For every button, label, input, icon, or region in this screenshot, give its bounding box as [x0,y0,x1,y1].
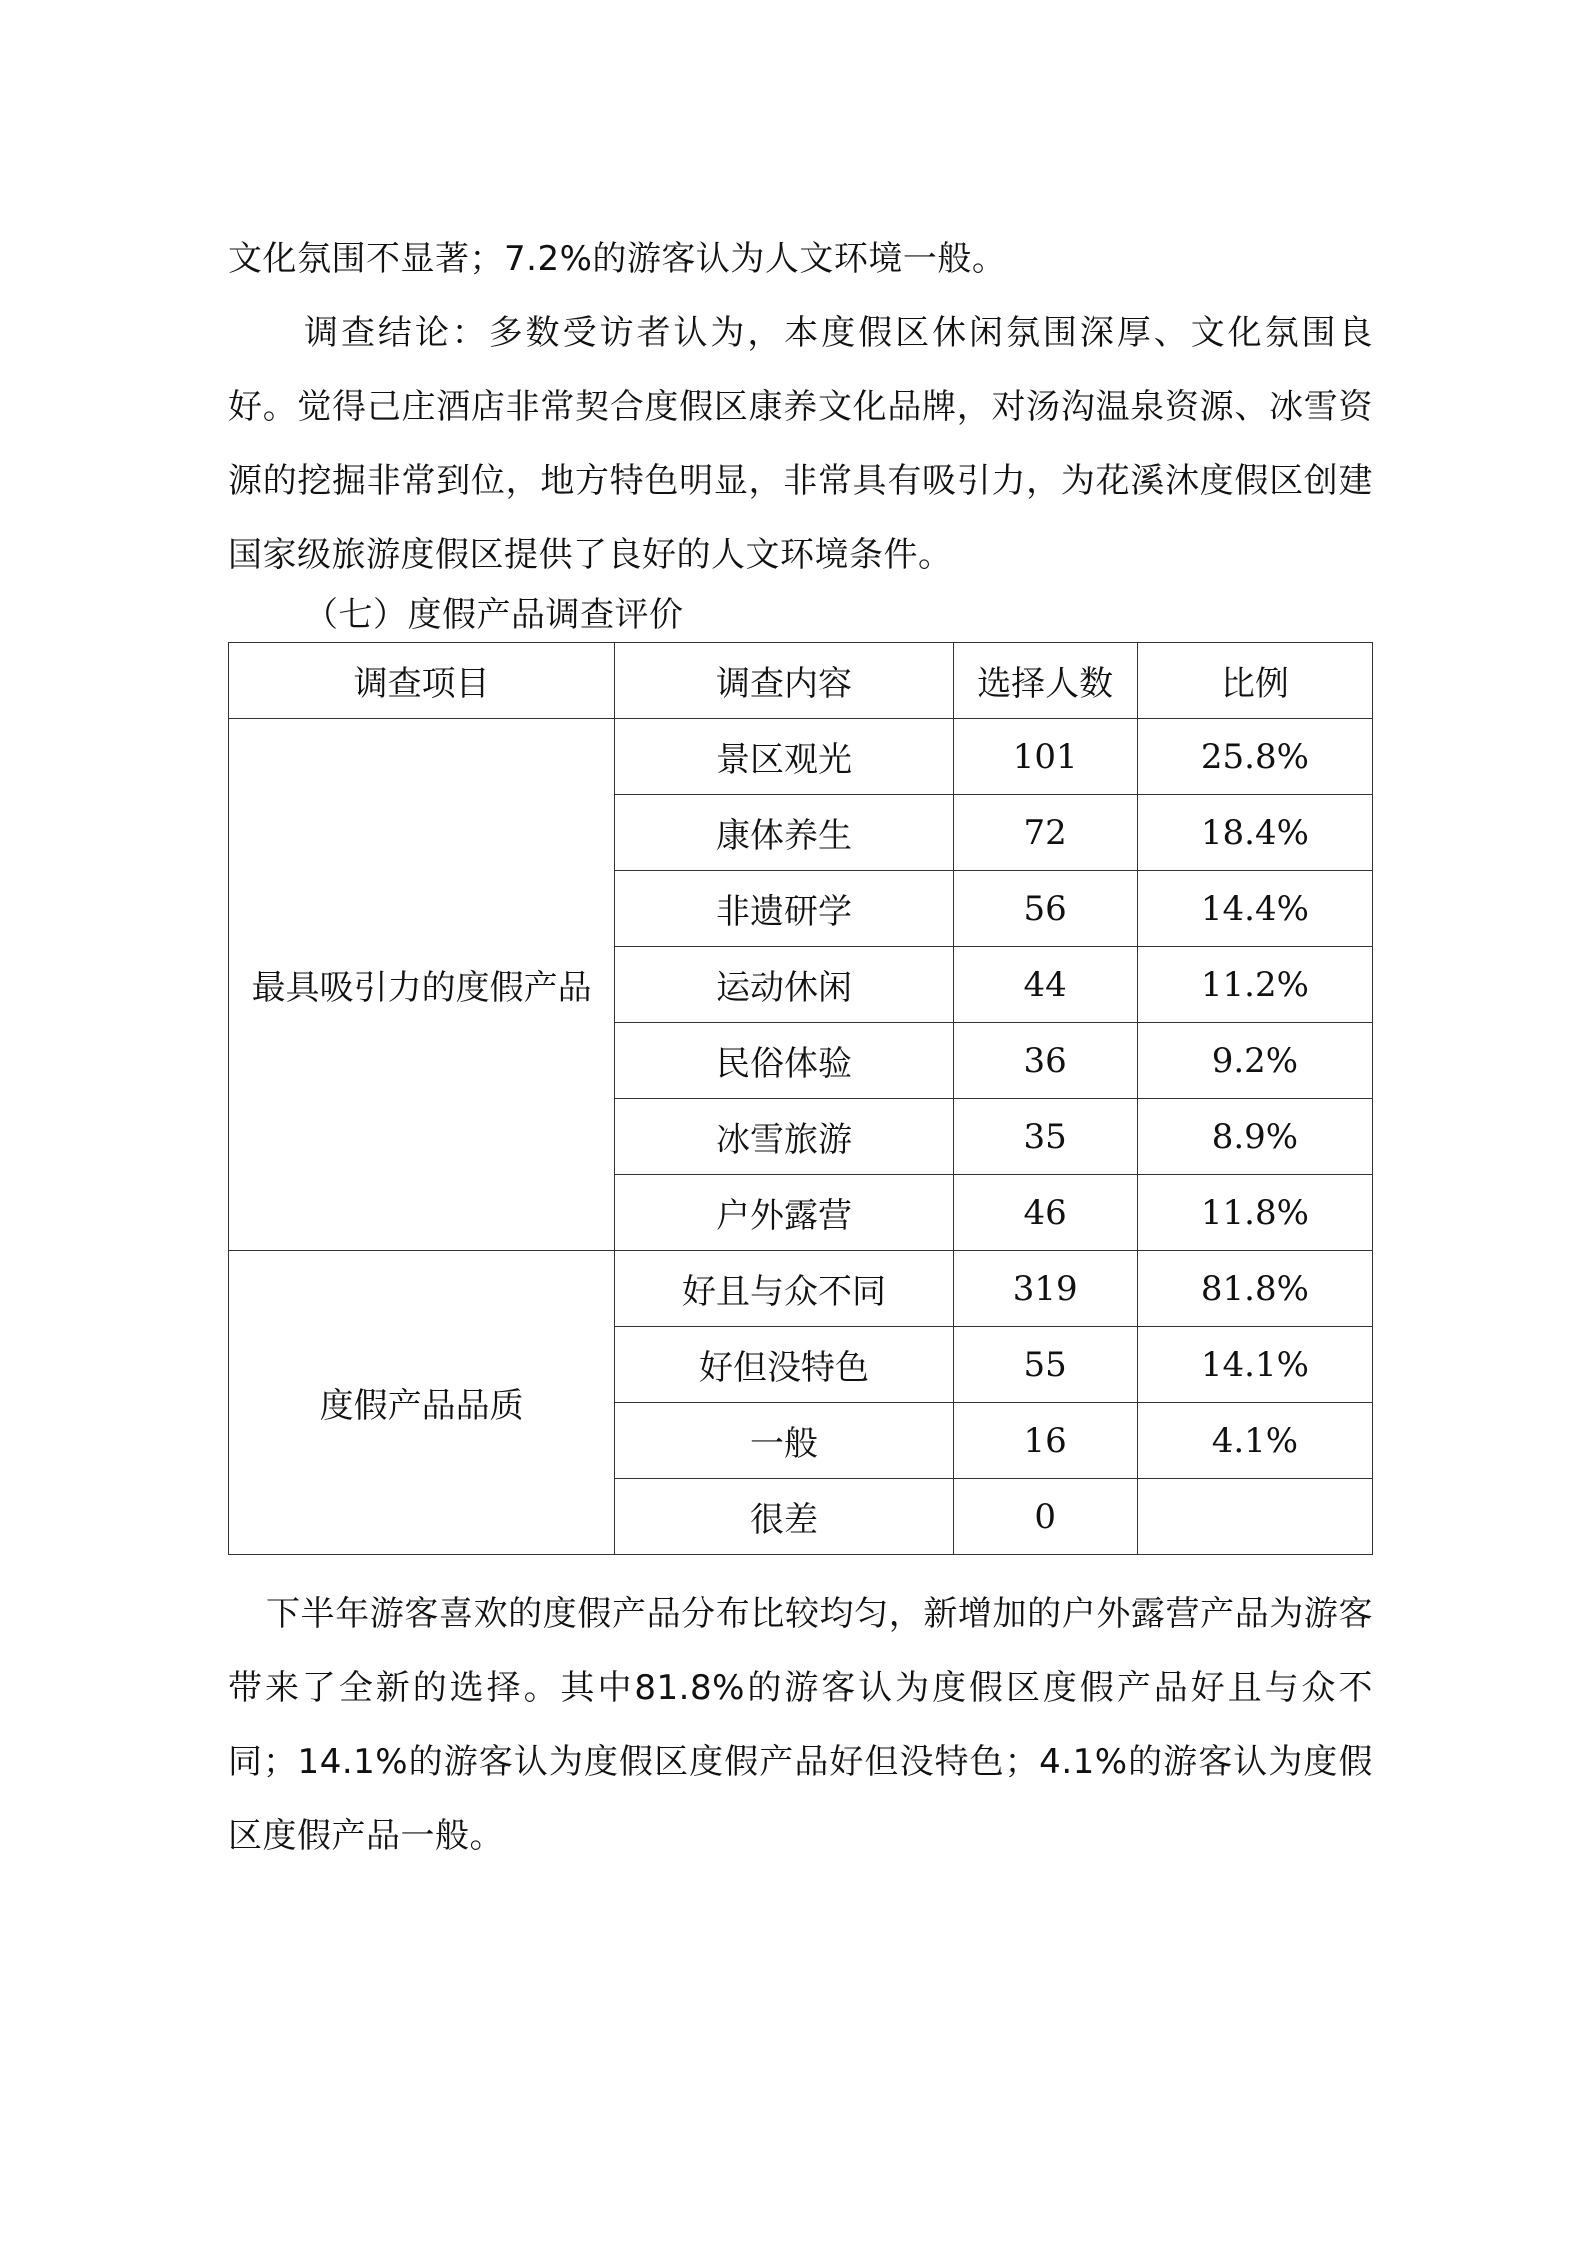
ratio-cell: 9.2% [1137,1023,1372,1099]
content-cell: 景区观光 [615,719,953,795]
ratio-cell: 4.1% [1137,1403,1372,1479]
ratio-cell: 11.8% [1137,1175,1372,1251]
conclusion-paragraph: 调查结论：多数受访者认为，本度假区休闲氛围深厚、文化氛围良好。觉得己庄酒店非常契合度假区康养文化品牌，对汤沟温泉资源、冰雪资源的挖掘非常到位，地方特色明显，非常具有吸引力，为花溪沐度假区创建国家级旅游度假区提供了良好的人文环境条件。 [228,313,1373,575]
count-cell: 0 [953,1479,1137,1555]
count-cell: 319 [953,1251,1137,1327]
ratio-cell: 81.8% [1137,1251,1372,1327]
count-cell: 16 [953,1403,1137,1479]
count-cell: 55 [953,1327,1137,1403]
ratio-cell: 14.4% [1137,871,1372,947]
content-cell: 冰雪旅游 [615,1099,953,1175]
content-cell: 非遗研学 [615,871,953,947]
ratio-cell: 18.4% [1137,795,1372,871]
section-heading: （七）度假产品调查评价 [304,595,684,635]
header-count: 选择人数 [953,643,1137,719]
table-row [229,1251,1373,1327]
header-ratio: 比例 [1137,643,1372,719]
count-cell: 101 [953,719,1137,795]
category-cell: 最具吸引力的度假产品 [229,719,615,1251]
count-cell: 44 [953,947,1137,1023]
content-cell: 民俗体验 [615,1023,953,1099]
content-cell: 很差 [615,1479,953,1555]
count-cell: 72 [953,795,1137,871]
content-cell: 好且与众不同 [615,1251,953,1327]
count-cell: 35 [953,1099,1137,1175]
ratio-cell [1137,1479,1372,1555]
table-row [229,719,1373,795]
content-cell: 好但没特色 [615,1327,953,1403]
content-cell: 户外露营 [615,1175,953,1251]
ratio-cell: 11.2% [1137,947,1372,1023]
category-cell: 度假产品品质 [229,1251,615,1555]
count-cell: 46 [953,1175,1137,1251]
ratio-cell: 8.9% [1137,1099,1372,1175]
ratio-cell: 14.1% [1137,1327,1372,1403]
ratio-cell: 25.8% [1137,719,1372,795]
count-cell: 36 [953,1023,1137,1099]
count-cell: 56 [953,871,1137,947]
header-item: 调查项目 [229,643,615,719]
content-cell: 康体养生 [615,795,953,871]
summary-paragraph: 下半年游客喜欢的度假产品分布比较均匀，新增加的户外露营产品为游客带来了全新的选择。其中81.8%的游客认为度假区度假产品好且与众不同；14.1%的游客认为度假区度假产品好但没特色；4.1%的游客认为度假区度假产品一般。 [228,1594,1373,1856]
table-header-row [229,643,1373,719]
survey-table [228,642,1373,1555]
header-content: 调查内容 [615,643,953,719]
content-cell: 一般 [615,1403,953,1479]
content-cell: 运动休闲 [615,947,953,1023]
intro-paragraph: 文化氛围不显著；7.2%的游客认为人文环境一般。 [228,239,1007,279]
